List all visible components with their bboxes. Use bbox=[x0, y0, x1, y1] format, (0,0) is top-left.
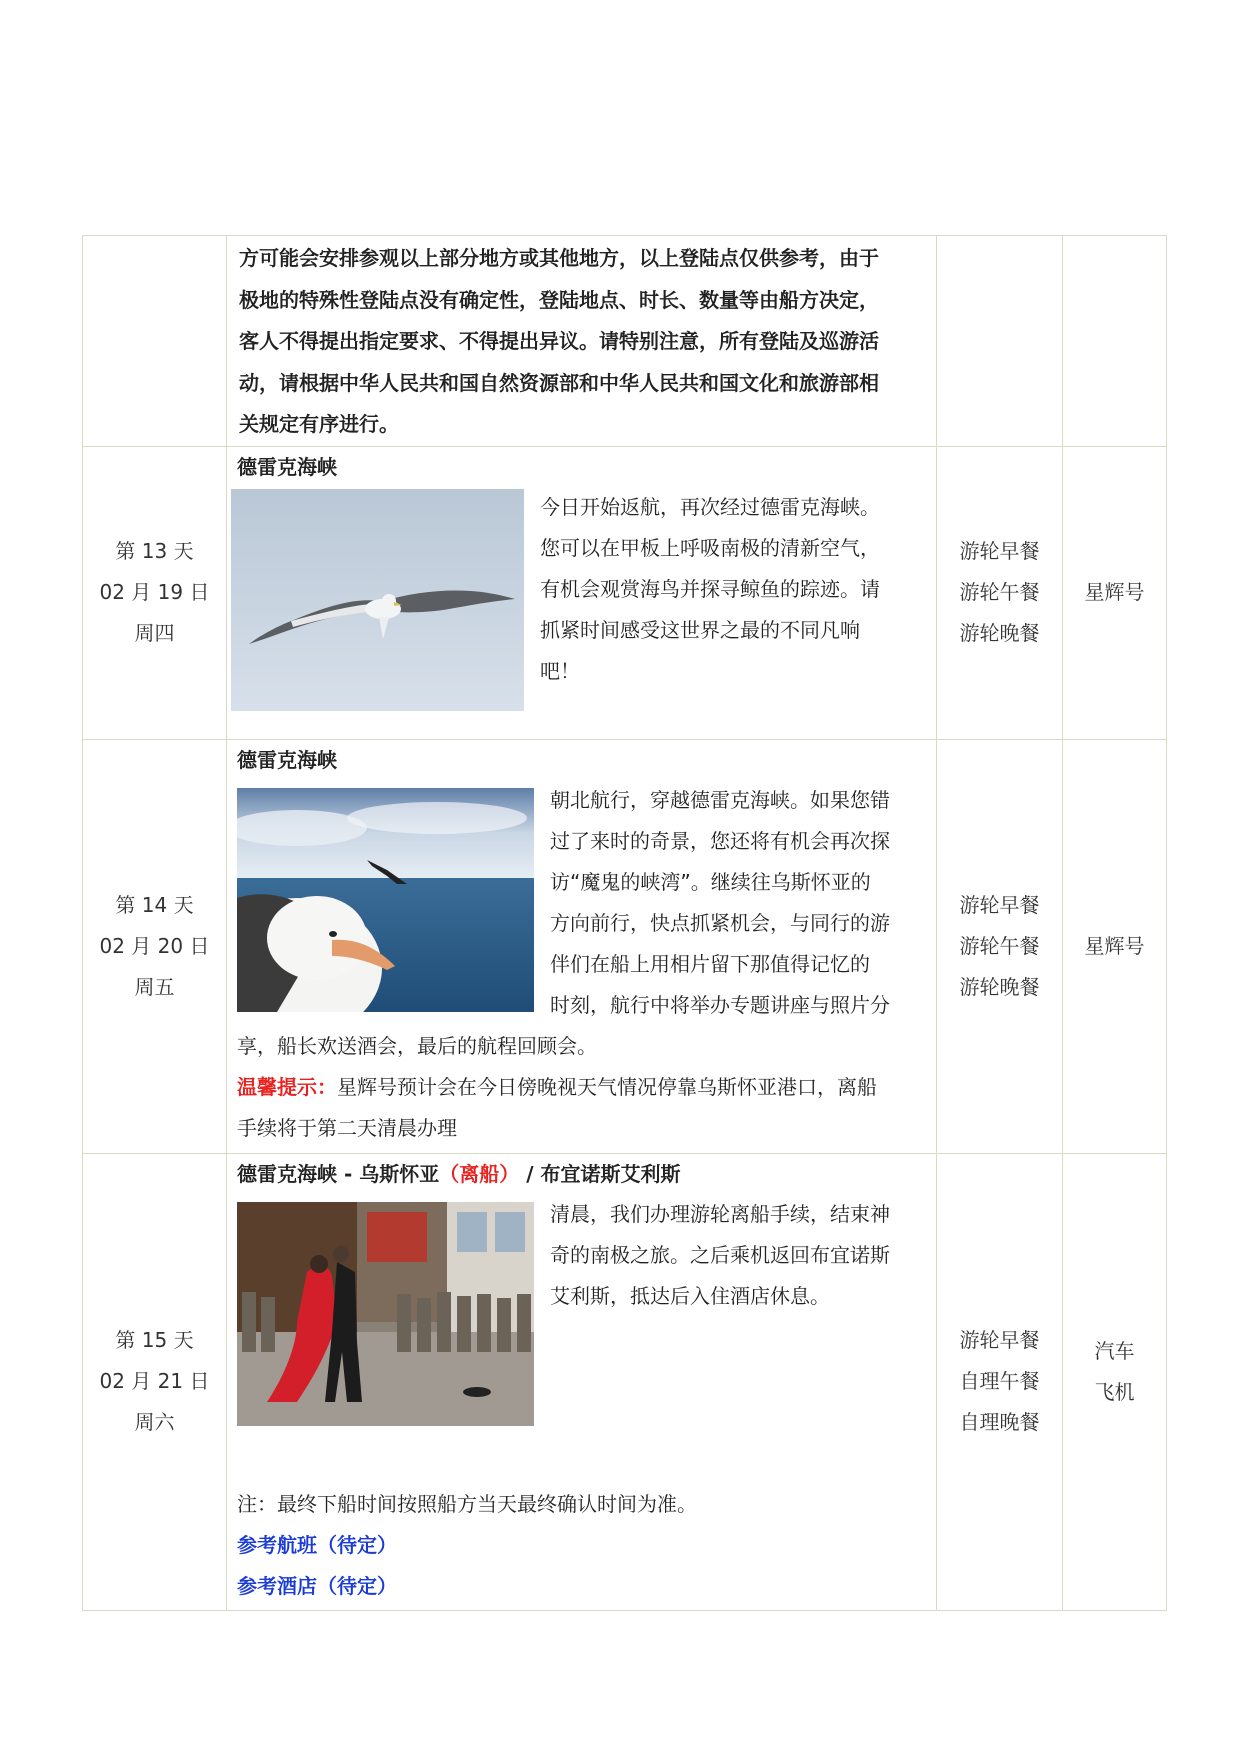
day-date: 02 月 21 日 bbox=[99, 1369, 210, 1393]
day-weekday: 周六 bbox=[134, 1410, 175, 1434]
description-line: 访“魔鬼的峡湾”。继续往乌斯怀亚的 bbox=[550, 869, 871, 894]
table-row-day-15 bbox=[83, 1153, 1167, 1610]
description-line: 艾利斯，抵达后入住酒店休息。 bbox=[550, 1283, 830, 1308]
day-cell bbox=[83, 1153, 227, 1610]
description-line: 您可以在甲板上呼吸南极的清新空气， bbox=[540, 535, 880, 560]
content-cell bbox=[227, 446, 937, 739]
meal-breakfast: 游轮早餐 bbox=[959, 539, 1040, 563]
meal-dinner: 游轮晚餐 bbox=[959, 974, 1040, 999]
meal-cell bbox=[937, 739, 1063, 1153]
meal-dinner: 自理晚餐 bbox=[959, 1410, 1040, 1434]
description-line: 过了来时的奇景，您还将有机会再次探 bbox=[550, 828, 890, 853]
meal-cell bbox=[937, 1153, 1063, 1610]
description-line: 吧！ bbox=[540, 658, 580, 683]
description-line: 有机会观赏海鸟并探寻鲸鱼的踪迹。请 bbox=[540, 576, 880, 601]
day-title: 德雷克海峡 bbox=[237, 747, 337, 772]
notice-line: 客人不得提出指定要求、不得提出异议。请特别注意，所有登陆及巡游活 bbox=[239, 329, 879, 353]
tango-street-photo bbox=[237, 1202, 534, 1426]
description-line: 朝北航行，穿越德雷克海峡。如果您错 bbox=[550, 787, 890, 812]
notice-cell bbox=[227, 236, 937, 447]
transport-cell-empty bbox=[1063, 236, 1167, 447]
description-line: 享，船长欢送酒会，最后的航程回顾会。 bbox=[237, 1033, 597, 1058]
description-line: 清晨，我们办理游轮离船手续，结束神 bbox=[550, 1201, 890, 1226]
table-row-day-14 bbox=[83, 739, 1167, 1153]
table-row-day-13 bbox=[83, 446, 1167, 739]
day-title-route: 德雷克海峡 - 乌斯怀亚 bbox=[237, 1161, 440, 1186]
day-number: 第 14 天 bbox=[115, 892, 194, 917]
notice-line: 方可能会安排参观以上部分地方或其他地方，以上登陆点仅供参考，由于 bbox=[239, 246, 879, 270]
table-row-notice bbox=[83, 236, 1167, 447]
description-line: 伴们在船上用相片留下那值得记忆的 bbox=[550, 951, 870, 976]
day-number: 第 13 天 bbox=[115, 539, 194, 563]
content-cell bbox=[227, 1153, 937, 1610]
content-cell bbox=[227, 739, 937, 1153]
notice-line: 极地的特殊性登陆点没有确定性，登陆地点、时长、数量等由船方决定， bbox=[239, 287, 879, 312]
description-line: 时刻，航行中将举办专题讲座与照片分 bbox=[550, 992, 890, 1017]
notice-line: 动，请根据中华人民共和国自然资源部和中华人民共和国文化和旅游部相 bbox=[239, 370, 879, 395]
landing-notice bbox=[227, 236, 936, 446]
tip-text: 星辉号预计会在今日傍晚视天气情况停靠乌斯怀亚港口，离船 bbox=[337, 1074, 877, 1099]
meal-breakfast: 游轮早餐 bbox=[959, 892, 1040, 917]
day-weekday: 周四 bbox=[134, 621, 175, 645]
itinerary-sheet bbox=[82, 235, 1166, 1611]
transport-cell bbox=[1063, 1153, 1167, 1610]
day-title bbox=[237, 1154, 926, 1194]
day-title-disembark: （离船） bbox=[439, 1161, 520, 1186]
transport-item: 汽车 bbox=[1094, 1338, 1135, 1363]
day-number: 第 15 天 bbox=[115, 1328, 194, 1352]
tip-text: 手续将于第二天清晨办理 bbox=[237, 1115, 457, 1140]
meal-cell bbox=[937, 446, 1063, 739]
meal-cell-empty bbox=[937, 236, 1063, 447]
day-title-destination: / 布宜诺斯艾利斯 bbox=[519, 1161, 681, 1186]
meal-lunch: 游轮午餐 bbox=[959, 580, 1040, 604]
day-date: 02 月 19 日 bbox=[99, 580, 210, 604]
transport-item: 星辉号 bbox=[1084, 580, 1145, 604]
transport-item: 飞机 bbox=[1094, 1379, 1135, 1404]
description-line: 今日开始返航，再次经过德雷克海峡。 bbox=[540, 494, 880, 519]
itinerary-table bbox=[82, 235, 1167, 1611]
meal-breakfast: 游轮早餐 bbox=[959, 1328, 1040, 1352]
meal-lunch: 自理午餐 bbox=[959, 1369, 1040, 1393]
day-cell bbox=[83, 739, 227, 1153]
day-weekday: 周五 bbox=[134, 974, 175, 999]
tip-label: 温馨提示： bbox=[237, 1074, 337, 1099]
transport-item: 星辉号 bbox=[1084, 933, 1145, 958]
transport-cell bbox=[1063, 446, 1167, 739]
meal-lunch: 游轮午餐 bbox=[959, 933, 1040, 958]
day-cell bbox=[83, 446, 227, 739]
description-line: 抓紧时间感受这世界之最的不同凡响 bbox=[540, 617, 860, 642]
meal-dinner: 游轮晚餐 bbox=[959, 621, 1040, 645]
day-cell-empty bbox=[83, 236, 227, 447]
description-line: 方向前行，快点抓紧机会，与同行的游 bbox=[550, 910, 890, 935]
albatross-photo bbox=[237, 788, 534, 1012]
day-date: 02 月 20 日 bbox=[99, 933, 210, 958]
disembark-note: 注：最终下船时间按照船方当天最终确认时间为准。 bbox=[237, 1491, 697, 1516]
transport-cell bbox=[1063, 739, 1167, 1153]
description-line: 奇的南极之旅。之后乘机返回布宜诺斯 bbox=[550, 1242, 890, 1267]
day-title: 德雷克海峡 bbox=[237, 454, 337, 479]
flight-reference: 参考航班（待定） bbox=[237, 1532, 397, 1557]
notice-line: 关规定有序进行。 bbox=[239, 412, 399, 436]
hotel-reference: 参考酒店（待定） bbox=[237, 1573, 397, 1598]
seagull-photo bbox=[231, 489, 524, 711]
